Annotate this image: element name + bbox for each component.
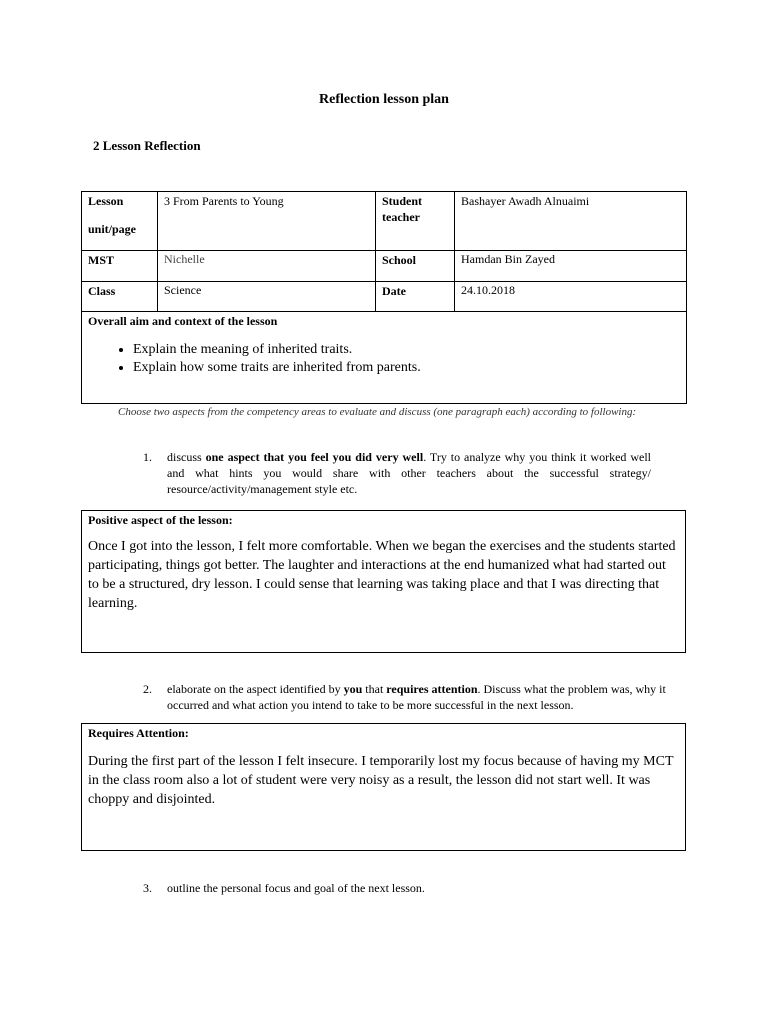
school-label: School [376, 251, 455, 282]
positive-aspect-heading: Positive aspect of the lesson: [88, 513, 233, 527]
class-label: Class [82, 282, 158, 312]
numbered-item-2: 2. elaborate on the aspect identified by you that requires attention. Discuss what the problem was, why it occurred and what action you intend to take to be more successful in the next lesson. [143, 682, 666, 712]
date-label: Date [376, 282, 455, 312]
item-number: 1. [143, 450, 152, 464]
unit-page-label: unit/page [88, 222, 137, 236]
positive-aspect-box [81, 510, 686, 653]
requires-attention-heading: Requires Attention: [88, 726, 189, 740]
section-subtitle: 2 Lesson Reflection [93, 138, 201, 153]
student-teacher-label-cell [376, 192, 455, 251]
item-number: 2. [143, 682, 152, 696]
class-value: Science [158, 282, 376, 312]
lesson-info-table [81, 191, 687, 404]
lesson-label: Lesson [88, 194, 124, 208]
requires-attention-box [81, 723, 686, 851]
lesson-label-cell [82, 192, 158, 251]
page-title: Reflection lesson plan [319, 92, 449, 107]
student-teacher-label: Student teacher [382, 194, 423, 224]
student-teacher-value: Bashayer Awadh Alnuaimi [455, 192, 687, 251]
positive-aspect-text: Once I got into the lesson, I felt more comfortable. When we began the exercises and the students started participating, things got better. The laughter and interactions at the end humanized what had started out to be a structured, dry lesson. I could sense that learning was taking place and that I was directing that learning. [88, 539, 676, 611]
aim-list [88, 341, 680, 377]
requires-attention-text: During the first part of the lesson I felt insecure. I temporarily lost my focus because of having my MCT in the class room also a lot of student were very noisy as a result, the lesson did not start well. It was choppy and disjointed. [88, 754, 674, 807]
item-number: 3. [143, 881, 152, 895]
aim-cell [82, 312, 687, 404]
school-value: Hamdan Bin Zayed [455, 251, 687, 282]
instruction-text: Choose two aspects from the competency areas to evaluate and discuss (one paragraph each) according to following: [118, 406, 637, 418]
mst-label: MST [82, 251, 158, 282]
aim-item: • Explain the meaning of inherited traits. [133, 341, 680, 359]
aim-item: • Explain how some traits are inherited from parents. [133, 359, 680, 377]
lesson-value: 3 From Parents to Young [158, 192, 376, 251]
mst-value: Nichelle [158, 251, 376, 282]
aim-heading: Overall aim and context of the lesson [88, 314, 278, 328]
date-value: 24.10.2018 [455, 282, 687, 312]
numbered-item-3: 3. outline the personal focus and goal of the next lesson. [143, 881, 425, 895]
numbered-item-1: 1. discuss one aspect that you feel you did very well. Try to analyze why you think it worked well and what hints you would share with other teachers about the successful strategy/ resource/activity/management style etc. [143, 450, 652, 496]
